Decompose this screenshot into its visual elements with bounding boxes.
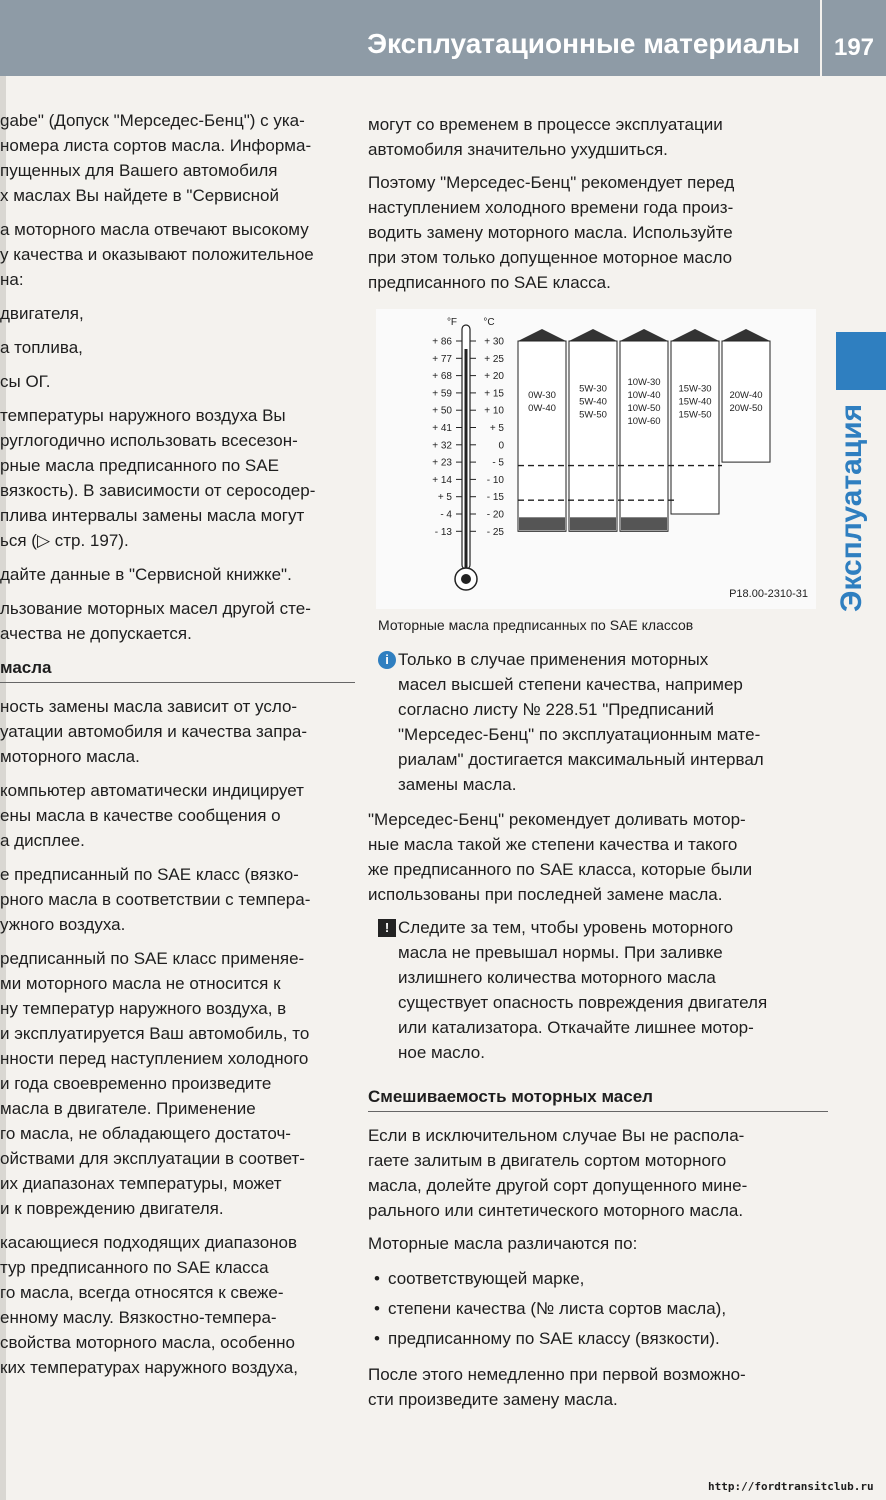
band-cold-zone	[519, 517, 565, 530]
tick-label-f: - 4	[440, 509, 452, 521]
paragraph: температуры наружного воздуха Вы руглогодично использовать всесезон- рные масла предписанного по SAE вязкость). В зависимости от серосодер- плива интервалы замены масла могут ься (▷ стр. 197).	[0, 406, 316, 550]
tick-label-f: + 41	[432, 423, 452, 434]
band-grade-label: 0W-30	[528, 390, 556, 402]
tick-label-c: - 20	[486, 509, 504, 521]
band-grade-label: 20W-40	[729, 390, 763, 402]
band-cold-zone	[570, 517, 616, 530]
list-item: • соответствующей марке,	[368, 1264, 828, 1294]
axis-unit-c: °C	[483, 317, 495, 328]
axis-unit-f: °F	[446, 317, 458, 328]
list-item: • степени качества (№ листа сортов масла),	[368, 1294, 828, 1324]
band-grade-label: 5W-40	[579, 396, 607, 408]
right-column	[368, 112, 828, 1420]
band-grade-label: 15W-50	[678, 409, 712, 421]
paragraph: редписанный по SAE класс применяе- ми моторного масла не относится к ну температур наружного воздуха, в и эксплуатируется Ваш автомобиль, то нности перед наступлением холодного и года своевременно произведите масла в двигателе. Применение го масла, не обладающего достаточ- ойствами для эксплуатации в соответ- их диапазонах температуры, может и к повреждению двигателя.	[0, 949, 310, 1218]
paragraph: а топлива,	[0, 338, 83, 357]
list-item: • предписанному по SAE классу (вязкости).	[368, 1324, 828, 1354]
section-tab-label: Эксплуатация	[835, 403, 868, 612]
warning-icon: !	[378, 919, 396, 937]
paragraph: Моторные масла различаются по:	[368, 1234, 638, 1253]
tick-label-c: + 30	[484, 336, 504, 348]
page-number: 197	[822, 0, 886, 76]
warning-note-text: Следите за тем, чтобы уровень моторного масла не превышал нормы. При заливке излишнего количества моторного масла существует опасность повреждения двигателя или катализатора. Откачайте лишнее мотор- ное масло.	[398, 918, 768, 1062]
band-grade-label: 20W-50	[729, 403, 763, 415]
section-heading: масла	[0, 658, 355, 683]
paragraph: Если в исключительном случае Вы не распола- гаете залитым в двигатель сортом моторного масла, долейте другой сорт допущенного мине- рального или синтетического моторного масла.	[368, 1126, 748, 1220]
tick-label-f: + 86	[432, 336, 452, 348]
band-grade-label: 10W-30	[627, 377, 661, 389]
page-header	[0, 0, 820, 76]
band-grade-label: 10W-40	[627, 390, 661, 402]
band-bar	[722, 341, 770, 462]
chart-caption: Моторные масла предписанных по SAE классов	[378, 617, 694, 633]
band-grade-label: 5W-50	[579, 409, 607, 421]
section-tab-marker	[836, 332, 886, 390]
tick-label-f: + 59	[432, 388, 452, 400]
tick-label-c: + 15	[484, 388, 504, 400]
tick-label-c: + 25	[484, 353, 504, 365]
section-heading: Смешиваемость моторных масел	[368, 1087, 828, 1112]
paragraph: двигателя,	[0, 304, 84, 323]
band-bar	[671, 341, 719, 514]
page-title: Эксплуатационные материалы	[367, 28, 800, 59]
band-grade-label: 15W-30	[678, 383, 712, 395]
paragraph: компьютер автоматически индицирует ены масла в качестве сообщения о а дисплее.	[0, 781, 304, 850]
band-arrow	[722, 329, 770, 341]
band-bar	[518, 341, 566, 531]
tick-label-c: - 15	[486, 492, 504, 504]
tick-label-c: + 10	[484, 405, 504, 417]
paragraph: Поэтому "Мерседес-Бенц" рекомендует перед наступлением холодного времени года произ- водить замену моторного масла. Используйте при этом только допущенное моторное масло предписанного по SAE класса.	[368, 173, 735, 292]
bullet-list	[368, 1264, 828, 1354]
tick-label-c: 0	[498, 440, 504, 452]
band-arrow	[569, 329, 617, 341]
thermometer-mercury	[465, 349, 468, 569]
paragraph: "Мерседес-Бенц" рекомендует доливать мотор- ные масла такой же степени качества и такого же предписанного по SAE класса, которые были использованы при последней замене масла.	[368, 810, 753, 904]
paragraph: е предписанный по SAE класс (вязко- рного масла в соответствии с темпера- ужного воздуха.	[0, 865, 311, 934]
band-arrow	[620, 329, 668, 341]
band-cold-zone	[621, 517, 667, 530]
tick-label-f: + 14	[432, 474, 452, 486]
tick-label-f: + 5	[437, 492, 452, 504]
paragraph: льзование моторных масел другой сте- ачества не допускается.	[0, 599, 311, 643]
paragraph: сы ОГ.	[0, 372, 51, 391]
tick-label-c: - 5	[492, 457, 504, 469]
oil-viscosity-chart	[376, 309, 816, 609]
tick-label-c: - 10	[486, 474, 504, 486]
tick-label-f: + 68	[432, 371, 452, 383]
tick-label-f: - 13	[434, 526, 452, 538]
band-arrow	[518, 329, 566, 341]
band-grade-label: 0W-40	[528, 403, 556, 415]
band-grade-label: 5W-30	[579, 383, 607, 395]
tick-label-c: - 25	[486, 526, 504, 538]
band-arrow	[671, 329, 719, 341]
info-note	[368, 647, 828, 797]
band-grade-label: 10W-60	[627, 416, 661, 428]
thermometer-bulb-fill	[461, 574, 471, 584]
paragraph: касающиеся подходящих диапазонов тур предписанного по SAE класса го масла, всегда относятся к свеже- енному маслу. Вязкостно-темпера- свойства моторного масла, особенно ких температурах наружного воздуха,	[0, 1233, 298, 1377]
paragraph: а моторного масла отвечают высокому у качества и оказывают положительное на:	[0, 220, 314, 289]
tick-label-c: + 20	[484, 371, 504, 383]
paragraph: ность замены масла зависит от усло- уатации автомобиля и качества запра- моторного масла.	[0, 697, 308, 766]
tick-label-f: + 32	[432, 440, 452, 452]
chart-reference-code: P18.00-2310-31	[729, 588, 808, 600]
tick-label-f: + 77	[432, 353, 452, 365]
watermark: http://fordtransitclub.ru	[708, 1480, 874, 1493]
paragraph: дайте данные в "Сервисной книжке".	[0, 565, 292, 584]
warning-note	[368, 915, 828, 1065]
tick-label-f: + 23	[432, 457, 452, 469]
band-grade-label: 15W-40	[678, 396, 712, 408]
left-column	[0, 108, 355, 1389]
tick-label-c: + 5	[489, 423, 504, 434]
paragraph: После этого немедленно при первой возможно- сти произведите замену масла.	[368, 1365, 746, 1409]
info-note-text: Только в случае применения моторных масел высшей степени качества, например согласно листу № 228.51 "Предписаний "Мерседес-Бенц" по эксплуатационным мате- риалам" достигается максимальный интервал замены масла.	[398, 650, 764, 794]
info-icon: i	[378, 651, 396, 669]
paragraph: gabe" (Допуск "Мерседес-Бенц") с ука- номера листа сортов масла. Информа- пущенных для Вашего автомобиля х маслах Вы найдете в "Сервисной	[0, 111, 312, 205]
band-grade-label: 10W-50	[627, 403, 661, 415]
chart-svg	[376, 309, 816, 609]
tick-label-f: + 50	[432, 405, 452, 417]
band-bar	[620, 341, 668, 531]
paragraph: могут со временем в процессе эксплуатации автомобиля значительно ухудшиться.	[368, 115, 723, 159]
band-bar	[569, 341, 617, 531]
